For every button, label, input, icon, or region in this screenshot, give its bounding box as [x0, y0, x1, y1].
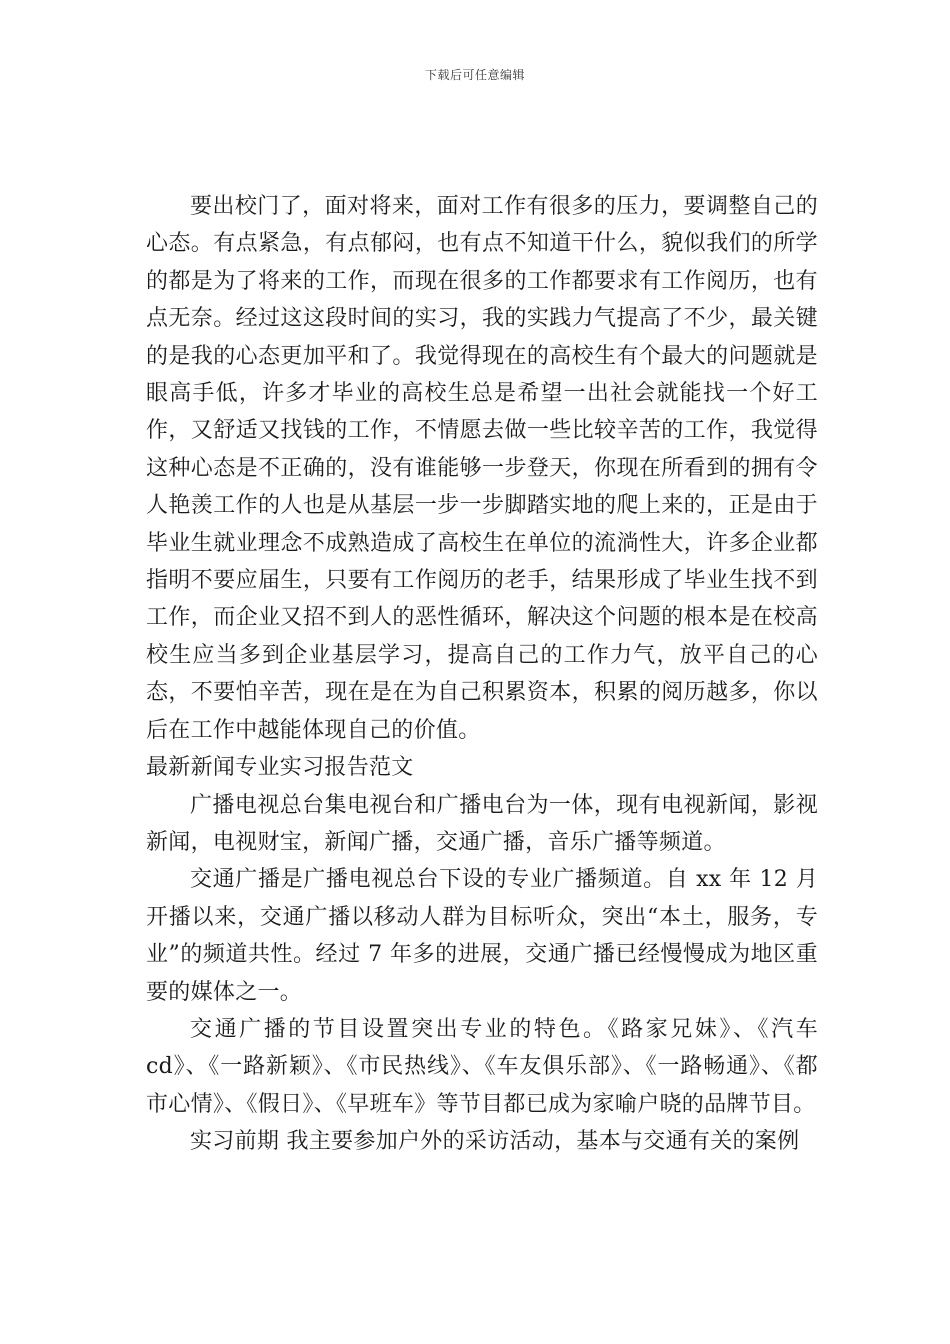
body-paragraph-5: 实习前期 我主要参加户外的采访活动，基本与交通有关的案例 — [190, 1129, 800, 1155]
section-heading: 最新新闻专业实习报告范文 — [146, 755, 414, 781]
body-paragraph-1: 要出校门了，面对将来，面对工作有很多的压力，要调整自己的心态。有点紧急，有点郁闷，也有点不知道干什么，貌似我们的所学的都是为了将来的工作，而现在很多的工作都要求有工作阅历，也有点无奈。经过这这段时间的实习，我的实践力气提高了不少，最关键的是我的心态更加平和了。我觉得现在的高校生有个最大的问题就是眼高手低，许多才毕业的高校生总是希望一出社会就能找一个好工作，又舒适又找钱的工作，不情愿去做一些比较辛苦的工作，我觉得这种心态是不正确的，没有谁能够一步登天，你现在所看到的拥有令人艳羡工作的人也是从基层一步一步脚踏实地的爬上来的，正是由于毕业生就业理念不成熟造成了高校生在单位的流淌性大，许多企业都指明不要应届生，只要有工作阅历的老手，结果形成了毕业生找不到工作，而企业又招不到人的恶性循环，解决这个问题的根本是在校高校生应当多到企业基层学习，提高自己的工作力气，放平自己的心态，不要怕辛苦，现在是在为自己积累资本，积累的阅历越多，你以后在工作中越能体现自己的价值。 — [146, 194, 818, 743]
body-paragraph-4: 交通广播的节目设置突出专业的特色。《路家兄妹》、《汽车cd》、《一路新颖》、《市民热线》、《车友俱乐部》、《一路畅通》、《都市心情》、《假日》、《早班车》等节目都已成为家喻户晓的品牌节目。 — [146, 1016, 818, 1117]
body-paragraph-2: 广播电视总台集电视台和广播电台为一体，现有电视新闻，影视新闻，电视财宝，新闻广播，交通广播，音乐广播等频道。 — [146, 792, 818, 855]
header-note: 下载后可任意编辑 — [424, 68, 525, 82]
body-paragraph-3: 交通广播是广播电视总台下设的专业广播频道。自 xx 年 12 月开播以来，交通广播以移动人群为目标听众，突出“本土，服务，专业”的频道共性。经过 7 年多的进展，交通广播已经慢慢成为地区重要的媒体之一。 — [146, 867, 818, 1005]
document-body — [146, 188, 818, 1161]
